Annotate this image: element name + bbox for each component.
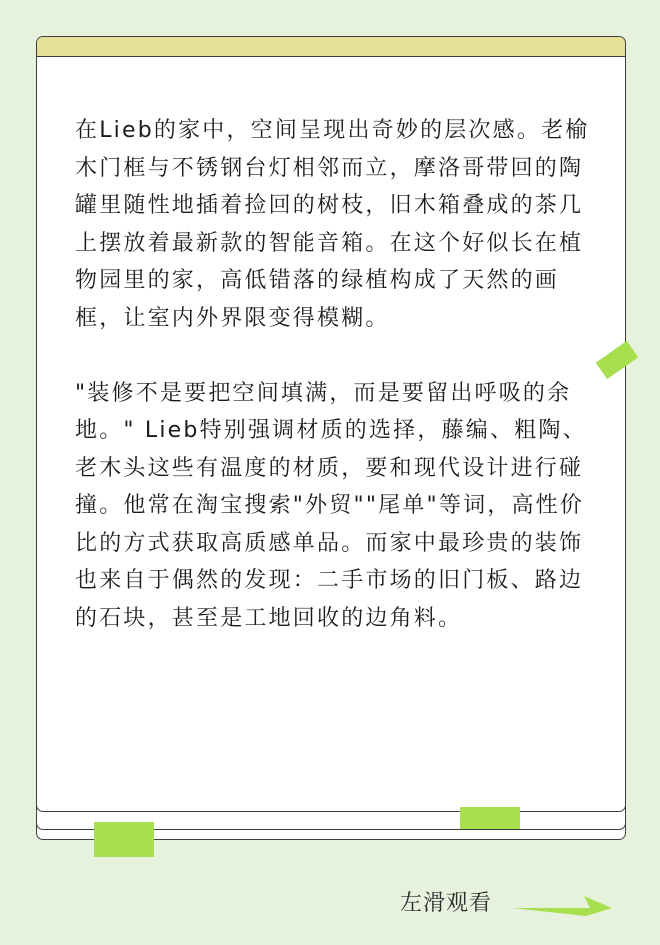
green-tape-bottom-right (460, 807, 520, 829)
article-paragraph-1: 在Lieb的家中，空间呈现出奇妙的层次感。老榆木门框与不锈钢台灯相邻而立，摩洛哥带回的陶罐里随性地插着捡回的树枝，旧木箱叠成的茶几上摆放着最新款的智能音箱。在这个好似长在植物园里的家，高低错落的绿植构成了天然的画框，让室内外界限变得模糊。 (75, 118, 590, 331)
paragraph-spacer (75, 337, 595, 375)
notebook-stack (36, 36, 626, 841)
swipe-label[interactable]: 左滑观看 (400, 890, 493, 916)
paper-sheet-front (36, 36, 626, 812)
article-paragraph-2: "装修不是要把空间填满，而是要留出呼吸的余地。" Lieb特别强调材质的选择，藤编、粗陶、老木头这些有温度的材质，要和现代设计进行碰撞。他常在淘宝搜索"外贸""尾单"等词，高性价比的方式获取高质感单品。而家中最珍贵的装饰也来自于偶然的发现：二手市场的旧门板、路边的石块，甚至是工地回收的边角料。 (75, 380, 587, 631)
right-arrow-icon[interactable] (510, 884, 614, 918)
article-content (75, 112, 595, 637)
green-tape-bottom-left (94, 822, 154, 857)
swipe-hint[interactable] (400, 884, 614, 918)
notebook-header-band (37, 37, 625, 57)
